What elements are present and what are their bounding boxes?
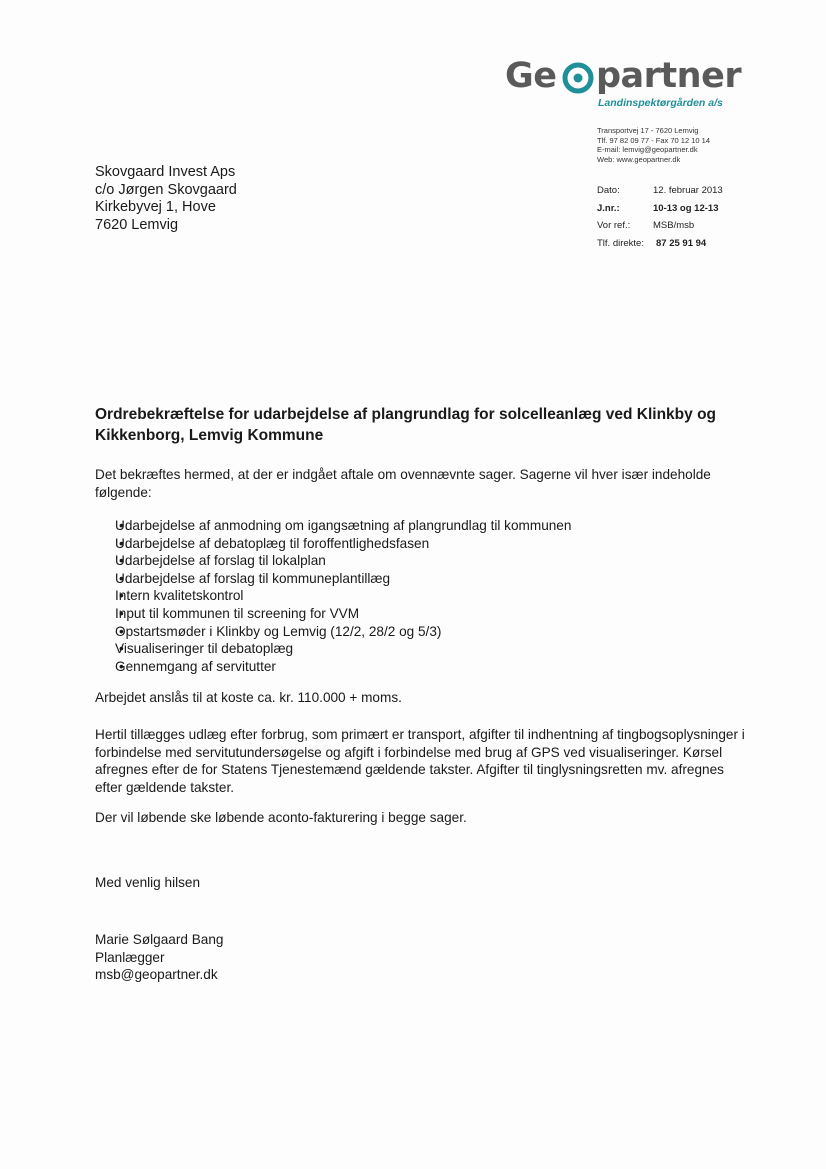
task-list-item — [95, 535, 571, 553]
signer-email: msb@geopartner.dk — [95, 967, 218, 982]
task-list — [95, 517, 571, 675]
company-phone: Tlf. 97 82 09 77 - Fax 70 12 10 14 — [597, 135, 710, 145]
recipient-line: Skovgaard Invest Aps — [95, 164, 236, 180]
logo-ring-icon — [562, 62, 594, 94]
task-text: Udarbejdelse af anmodning om igangsætning af plangrundlag til kommunen — [115, 518, 572, 533]
closing-greeting: Med venlig hilsen — [95, 875, 201, 890]
recipient-line: Kirkebyvej 1, Hove — [95, 199, 216, 215]
task-text: Input til kommunen til screening for VVM — [115, 605, 360, 621]
price-paragraph: Arbejdet anslås til at koste ca. kr. 110.000 + moms. — [95, 690, 402, 705]
company-web: Web: www.geopartner.dk — [597, 154, 681, 164]
signature-block — [95, 931, 745, 984]
task-list-item — [95, 605, 571, 623]
meta-ref-label: Vor ref.: — [597, 220, 631, 231]
recipient-address — [95, 164, 237, 234]
task-list-item — [95, 623, 571, 641]
letter-intro: Det bekræftes hermed, at der er indgået aftale om ovennævnte sager. Sagerne vil hver især indeholde følgende: — [95, 467, 711, 500]
task-text: Udarbejdelse af forslag til kommuneplantillæg — [115, 570, 391, 586]
task-list-item — [95, 640, 571, 658]
invoicing-paragraph: Der vil løbende ske løbende aconto-fakturering i begge sager. — [95, 810, 467, 825]
meta-direct-value: 87 25 91 94 — [656, 237, 707, 249]
geopartner-logo — [505, 56, 745, 116]
meta-date-value: 12. februar 2013 — [653, 185, 723, 196]
signer-title: Planlægger — [95, 949, 165, 965]
task-list-item — [95, 658, 571, 676]
company-contact-block — [597, 126, 710, 164]
company-address: Transportvej 17 - 7620 Lemvig — [597, 126, 699, 135]
company-email: E-mail: lemvig@geopartner.dk — [597, 145, 698, 154]
task-text: Udarbejdelse af forslag til lokalplan — [115, 553, 326, 569]
task-list-item — [95, 587, 571, 605]
task-text: Intern kvalitetskontrol — [115, 588, 244, 604]
task-list-item — [95, 570, 571, 588]
meta-date-label: Dato: — [597, 185, 620, 196]
letter-heading: Ordrebekræftelse for udarbejdelse af plangrundlag for solcelleanlæg ved Klinkby og Kikkenborg, Lemvig Kommune — [95, 406, 717, 444]
meta-jnr-label: J.nr.: — [597, 202, 620, 214]
task-text: Opstartsmøder i Klinkby og Lemvig (12/2, 28/2 og 5/3) — [115, 623, 442, 639]
task-text: Udarbejdelse af debatoplæg til foroffentlighedsfasen — [115, 535, 430, 551]
logo-word-partner: partner — [596, 56, 742, 96]
recipient-line: 7620 Lemvig — [95, 216, 179, 233]
task-text: Gennemgang af servitutter — [115, 658, 276, 674]
recipient-line: c/o Jørgen Skovgaard — [95, 181, 237, 198]
meta-jnr-value: 10-13 og 12-13 — [653, 202, 719, 214]
task-text: Visualiseringer til debatoplæg — [115, 641, 294, 657]
signer-name: Marie Sølgaard Bang — [95, 932, 224, 947]
logo-word-ge: Ge — [505, 56, 557, 96]
logo-subtitle: Landinspektørgården a/s — [598, 97, 723, 109]
meta-ref-value: MSB/msb — [653, 220, 695, 231]
expenses-paragraph: Hertil tillægges udlæg efter forbrug, som primært er transport, afgifter til indhentning af tingbogsoplysninger i forbindelse med servitutundersøgelse og afgift i forbindelse med brug af GPS ved visualiseringer. Kørsel afregnes efter de for Statens Tjenestemænd gældende takster. Afgifter til tinglysningsretten mv. afregnes efter gældende takster. — [95, 727, 745, 795]
task-list-item — [95, 517, 571, 535]
task-list-item — [95, 552, 571, 570]
meta-direct-label: Tlf. direkte: — [597, 237, 644, 249]
